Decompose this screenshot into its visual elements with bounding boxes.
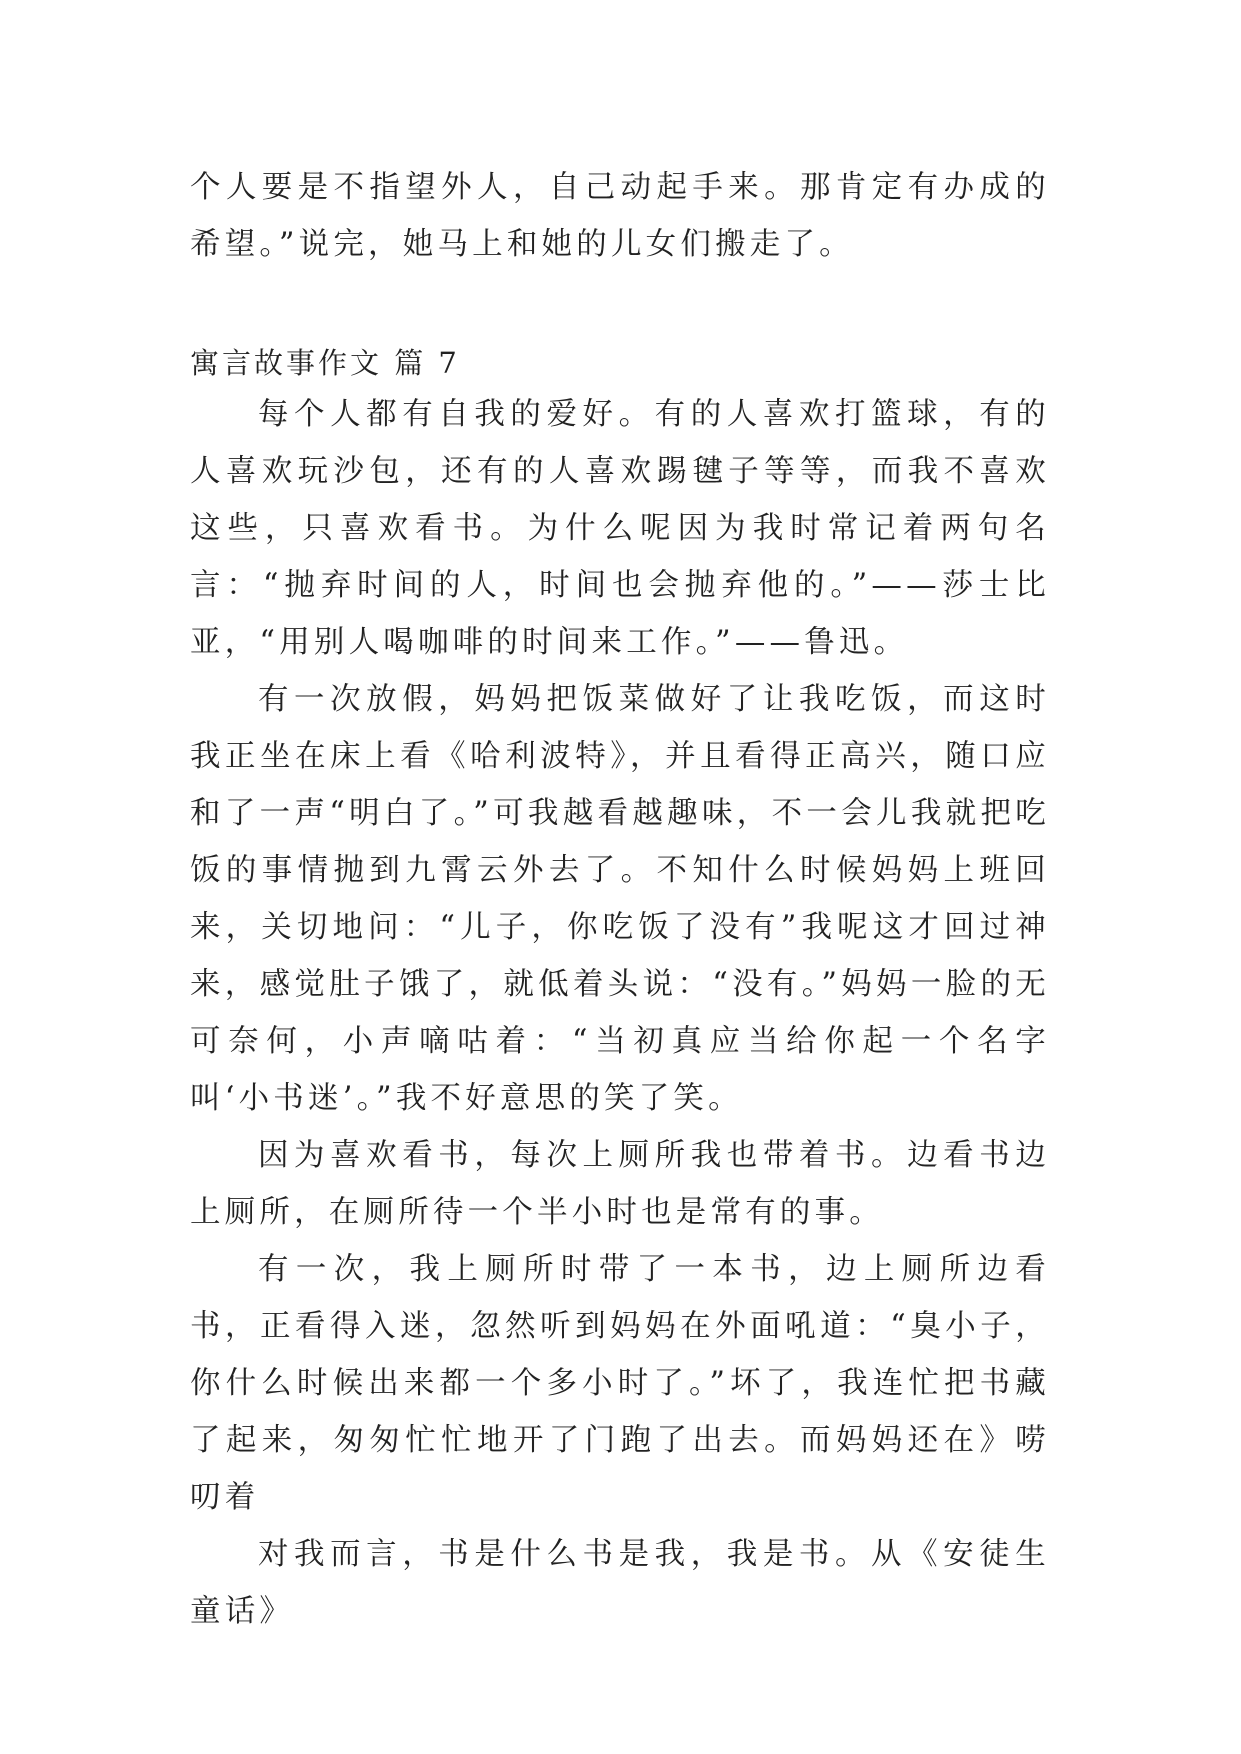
continuation-text <box>190 159 1050 273</box>
paragraph-3: 因为喜欢看书，每次上厕所我也带着书。边看书边上厕所，在厕所待一个半小时也是常有的事。 <box>190 1138 1050 1230</box>
paragraph-4: 有一次，我上厕所时带了一本书，边上厕所边看书，正看得入迷，忽然听到妈妈在外面吼道：“臭小子，你什么时候出来都一个多小时了。”坏了，我连忙把书藏了起来，匆匆忙忙地开了门跑了出去。而妈妈还在》唠叨着 <box>190 1252 1050 1515</box>
essay-body <box>190 386 1050 1640</box>
paragraph-5: 对我而言，书是什么书是我，我是书。从《安徒生童话》 <box>190 1537 1050 1629</box>
section-title: 寓言故事作文 篇 7 <box>190 346 460 380</box>
paragraph-2: 有一次放假，妈妈把饭菜做好了让我吃饭，而这时我正坐在床上看《哈利波特》，并且看得正高兴，随口应和了一声“明白了。”可我越看越趣味，不一会儿我就把吃饭的事情抛到九霄云外去了。不知什么时候妈妈上班回来，关切地问：“儿子，你吃饭了没有”我呢这才回过神来，感觉肚子饿了，就低着头说：“没有。”妈妈一脸的无可奈何，小声嘀咕着：“当初真应当给你起一个名字叫‘小书迷’。”我不好意思的笑了笑。 <box>190 682 1050 1116</box>
continuation-paragraph: 个人要是不指望外人，自己动起手来。那肯定有办成的希望。”说完，她马上和她的儿女们搬走了。 <box>190 170 1050 262</box>
paragraph-1: 每个人都有自我的爱好。有的人喜欢打篮球，有的人喜欢玩沙包，还有的人喜欢踢毽子等等，而我不喜欢这些，只喜欢看书。为什么呢因为我时常记着两句名言：“抛弃时间的人，时间也会抛弃他的。”——莎士比亚，“用别人喝咖啡的时间来工作。”——鲁迅。 <box>190 397 1050 660</box>
